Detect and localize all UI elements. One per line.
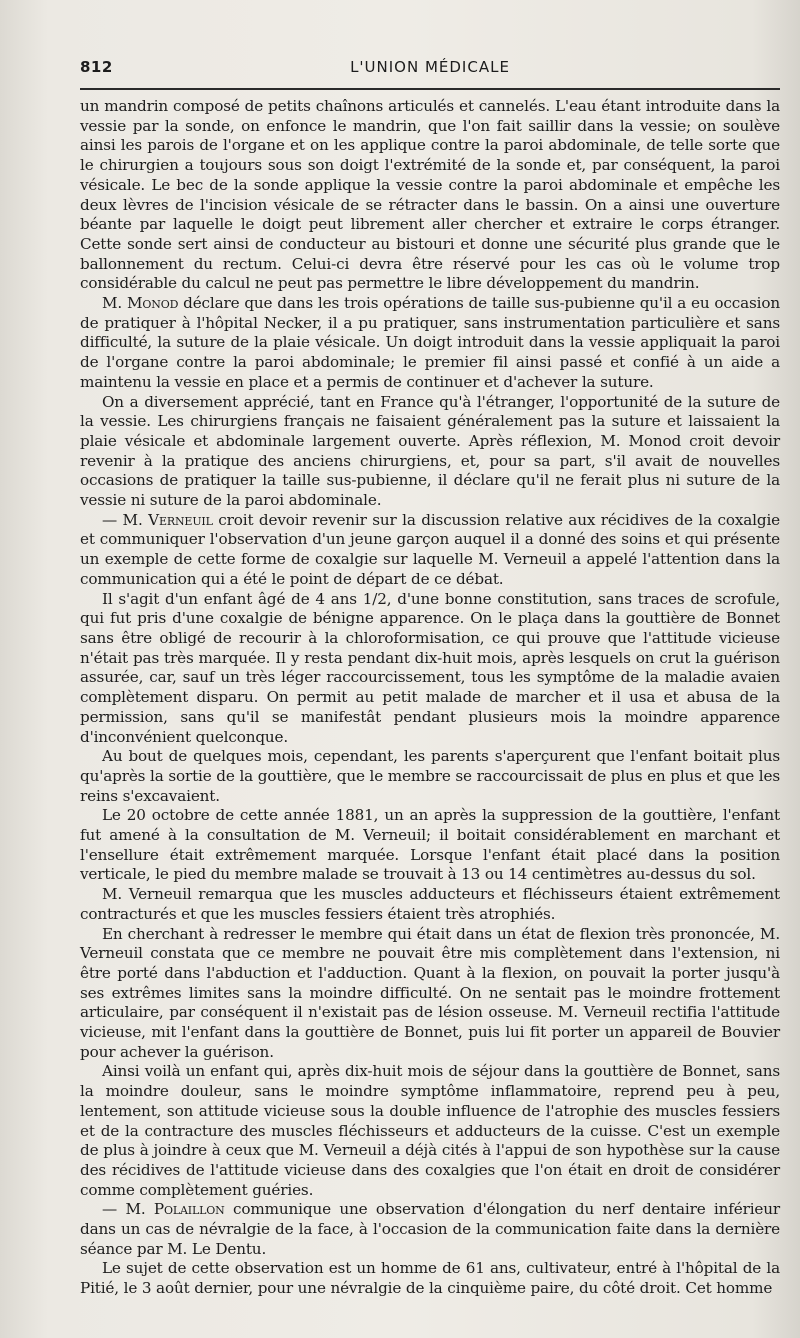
paragraph: un mandrin composé de petits chaînons articulés et cannelés. L'eau étant introduite dans la vessie par la sonde, on enfonce le mandrin, que l'on fait saillir dans la vessie; on soulève ainsi les parois de l'organe et on les applique contre la paroi abdominale, de telle sorte que le chirurgien a toujours sous son doigt l'extrémité de la sonde et, par conséquent, la paroi vésicale. Le bec de la sonde applique la vessie contre la paroi abdominale et empêche les deux lèvres de l'incision vésicale de se rétracter dans le bassin. On a ainsi une ouverture béante par laquelle le doigt peut librement aller chercher et extraire le corps étranger. Cette sonde sert ainsi de conducteur au bistouri et donne une sécurité plus grande que le ballonnement du rectum. Celui-ci devra être réservé pour les cas où le volume trop considérable du calcul ne peut pas permettre le libre développement du mandrin. [80, 97, 780, 293]
paragraph: M. Monod déclare que dans les trois opérations de taille sus-pubienne qu'il a eu occasion de pratiquer à l'hôpital Necker, il a pu pratiquer, sans instrumentation particulière et sans difficulté, la suture de la plaie vésicale. Un doigt introduit dans la vessie appliquait la paroi de l'organe contre la paroi abdominale; le premier fil ainsi passé et confié à un aide a maintenu la vessie en place et a permis de continuer et d'achever la suture. [80, 294, 780, 391]
paragraph: — M. Polaillon communique une observation d'élongation du nerf dentaire inférieur dans un cas de névralgie de la face, à l'occasion de la communication faite dans la dernière séance par M. Le Dentu. [80, 1200, 780, 1258]
article-body [80, 97, 780, 1299]
speaker-name: M. Polaillon [125, 1200, 225, 1219]
paragraph: — M. Verneuil croit devoir revenir sur la discussion relative aux récidives de la coxalgie et communiquer l'observation d'un jeune garçon auquel il a donné des soins et qui présente un exemple de cette forme de coxalgie sur laquelle M. Verneuil a appelé l'attention dans la communication qui a été le point de départ de ce débat. [80, 510, 780, 588]
speaker-name: M. Monod [102, 294, 179, 313]
page-header [80, 52, 780, 82]
paragraph: Ainsi voilà un enfant qui, après dix-huit mois de séjour dans la gouttière de Bonnet, sans la moindre douleur, sans le moindre symptôme inflammatoire, reprend peu à peu, lentement, son attitude vicieuse sous la double influence de l'atrophie des muscles fessiers et de la contracture des muscles fléchisseurs et adducteurs de la cuisse. C'est un exemple de plus à joindre à ceux que M. Verneuil a déjà cités à l'appui de son hypothèse sur la cause des récidives de l'attitude vicieuse dans des coxalgies que l'on était en droit de considérer comme complètement guéries. [80, 1062, 780, 1199]
header-rule [80, 88, 780, 90]
paragraph: On a diversement apprécié, tant en France qu'à l'étranger, l'opportunité de la suture de la vessie. Les chirurgiens français ne faisaient généralement pas la suture et laissaient la plaie vésicale et abdominale largement ouverte. Après réflexion, M. Monod croit devoir revenir à la pratique des anciens chirurgiens, et, pour sa part, s'il avait de nouvelles occasions de pratiquer la taille sus-pubienne, il déclare qu'il ne ferait plus ni suture de la vessie ni suture de la paroi abdominale. [80, 392, 780, 510]
speaker-name: M. Verneuil [122, 510, 213, 529]
paragraph: Le 20 octobre de cette année 1881, un an après la suppression de la gouttière, l'enfant fut amené à la consultation de M. Verneuil; il boitait considérablement en marchant et l'ensellure était extrêmement marquée. Lorsque l'enfant était placé dans la position verticale, le pied du membre malade se trouvait à 13 ou 14 centimètres au-dessus du sol. [80, 806, 780, 884]
running-title: L'UNION MÉDICALE [350, 58, 510, 76]
paragraph: Au bout de quelques mois, cependant, les parents s'aperçurent que l'enfant boitait plus qu'après la sortie de la gouttière, que le membre se raccourcissait de plus en plus et que les reins s'excavaient. [80, 747, 780, 805]
paragraph: Le sujet de cette observation est un homme de 61 ans, cultivateur, entré à l'hôpital de la Pitié, le 3 août dernier, pour une névralgie de la cinquième paire, du côté droit. Cet homme [80, 1259, 780, 1298]
paragraph: M. Verneuil remarqua que les muscles adducteurs et fléchisseurs étaient extrêmement contracturés et que les muscles fessiers étaient très atrophiés. [80, 885, 780, 923]
page-number: 812 [80, 58, 113, 76]
paragraph: En cherchant à redresser le membre qui était dans un état de flexion très prononcée, M. Verneuil constata que ce membre ne pouvait être mis complètement dans l'extension, ni être porté dans l'abduction et l'adduction. Quant à la flexion, on pouvait la porter jusqu'à ses extrêmes limites sans la moindre difficulté. On ne sentait pas le moindre frottement articulaire, par conséquent il n'existait pas de lésion osseuse. M. Verneuil rectifia l'attitude vicieuse, mit l'enfant dans la gouttière de Bonnet, puis lui fit porter un appareil de Bouvier pour achever la guérison. [80, 924, 780, 1061]
paragraph: Il s'agit d'un enfant âgé de 4 ans 1/2, d'une bonne constitution, sans traces de scrofule, qui fut pris d'une coxalgie de bénigne apparence. On le plaça dans la gouttière de Bonnet sans être obligé de recourir à la chloroformisation, ce qui prouve que l'attitude vicieuse n'était pas très marquée. Il y resta pendant dix-huit mois, après lesquels on crut la guérison assurée, car, sauf un très léger raccourcissement, tous les symptôme de la maladie avaien complètement disparu. On permit au petit malade de marcher et il usa et abusa de la permission, sans qu'il se manifestât pendant plusieurs mois la moindre apparence d'inconvénient quelconque. [80, 589, 780, 746]
